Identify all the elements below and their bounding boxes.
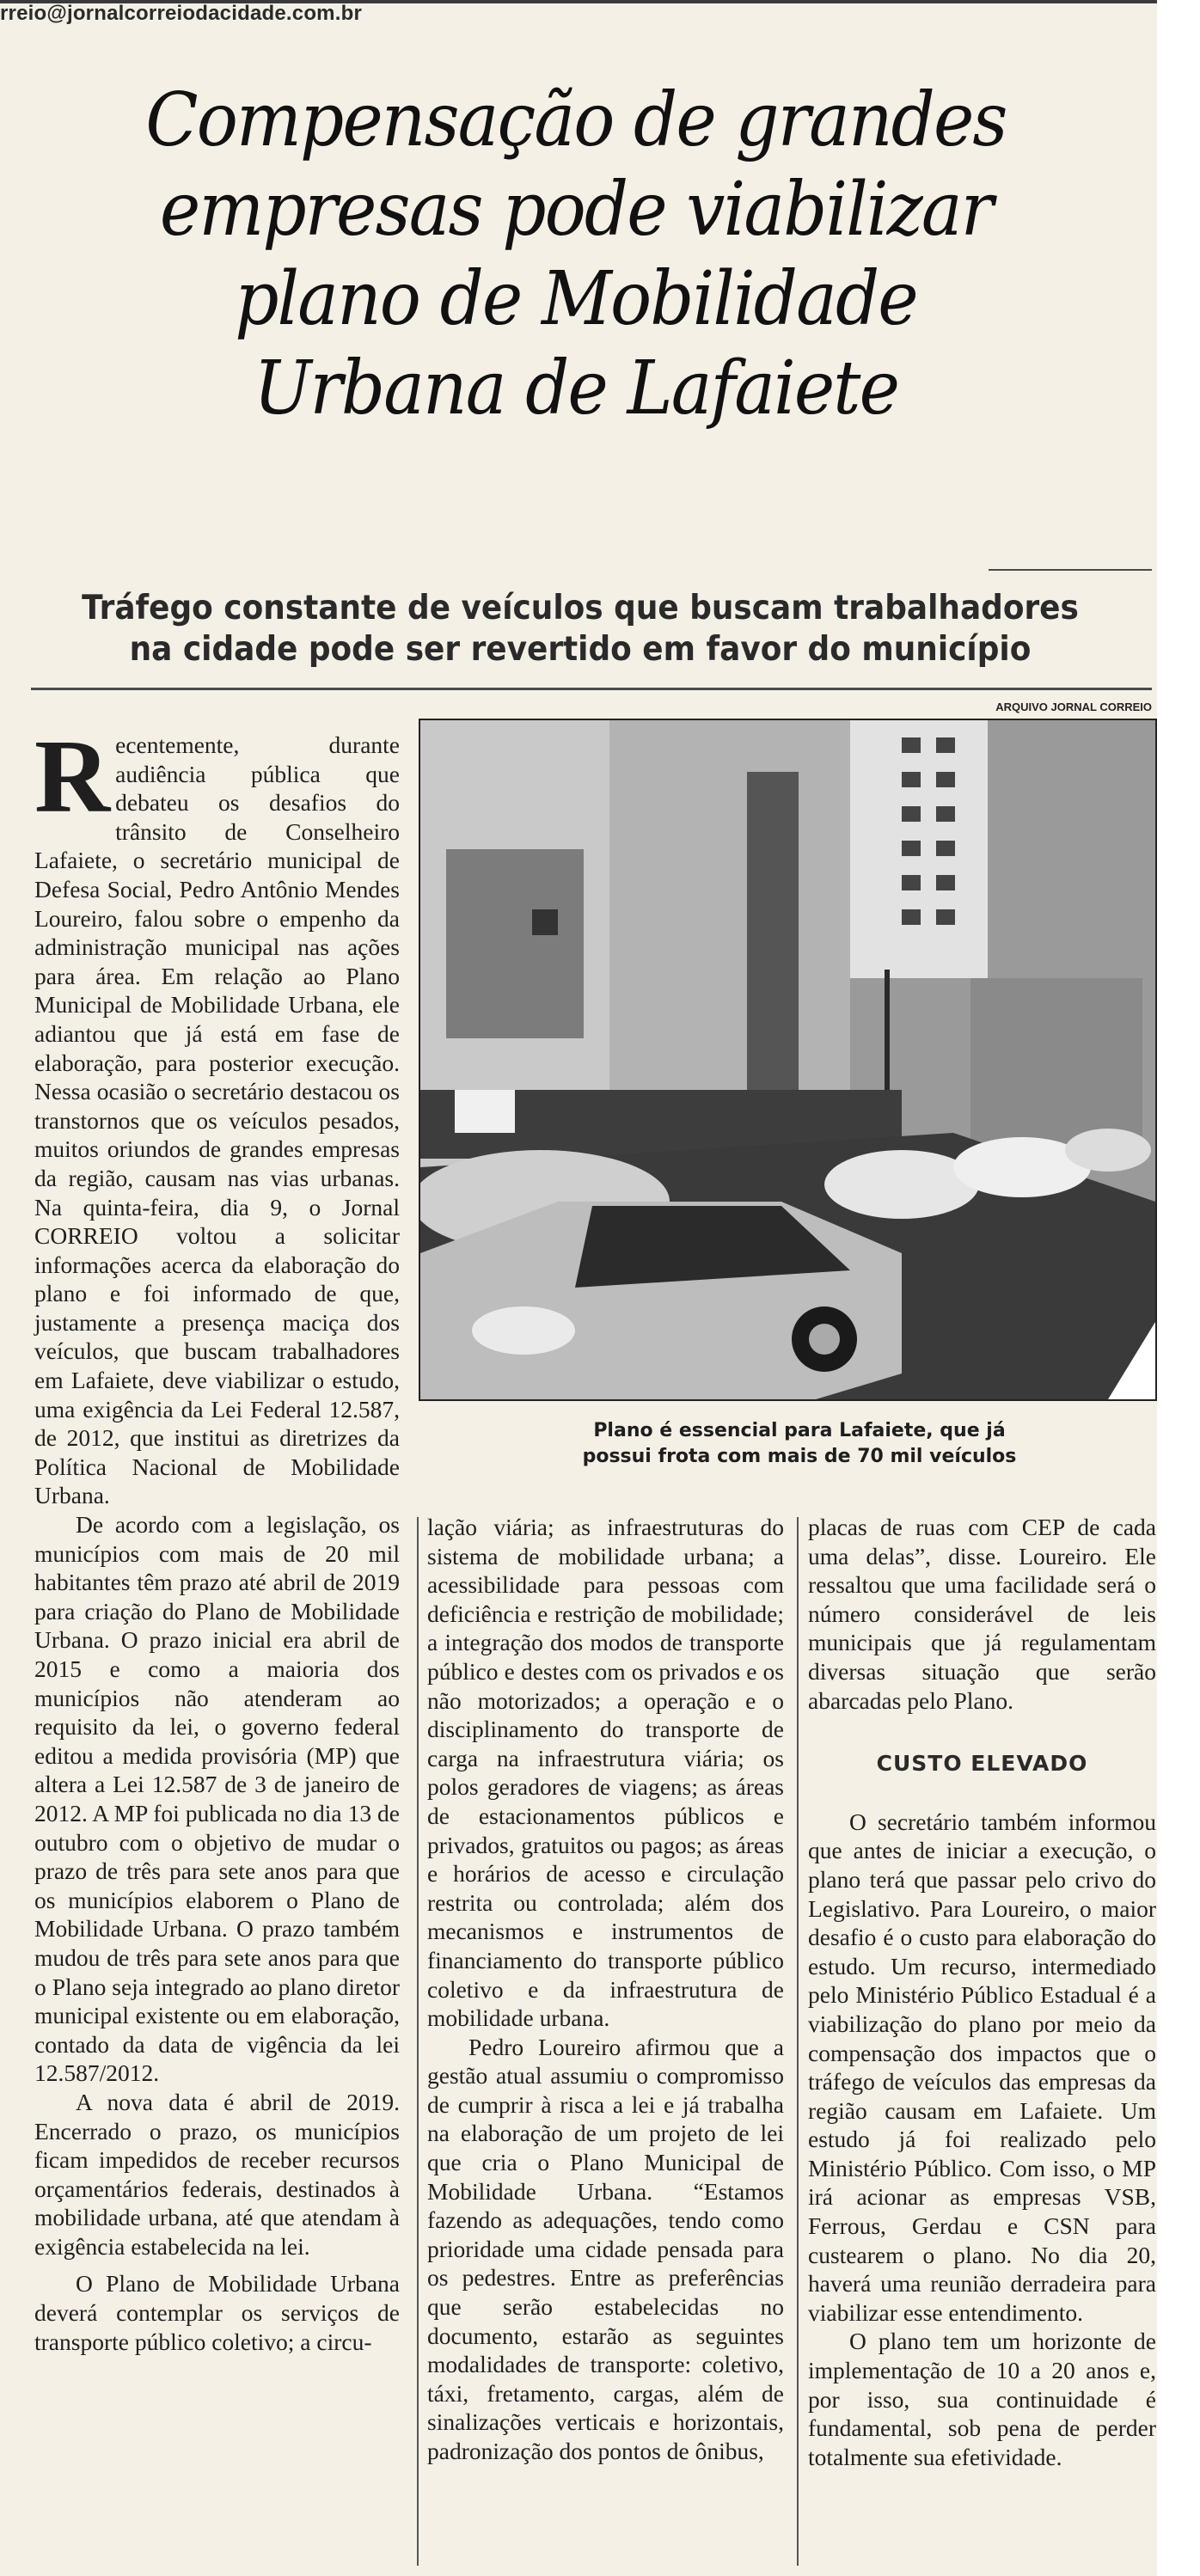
deck-top-rule xyxy=(989,569,1152,571)
paragraph: De acordo com a legislação, os municípios com mais de 20 mil habitantes têm prazo até abril de 2019 para criação do Plano de Mobilidade Urbana. O prazo inicial era abril de 2015 e como a maioria dos municípios não atenderam ao requisito da lei, o governo federal editou a medida provisória (MP) que altera a Lei 12.587 de 3 de janeiro de 2012. A MP foi publicada no dia 13 de outubro com o objetivo de mudar o prazo de três para sete anos para que os municípios elaborem o Plano de Mobilidade Urbana. O prazo também mudou de três para sete anos para que o Plano seja integrado ao plano diretor municipal existente ou em elaboração, contado da data de vigência da lei 12.587/2012. xyxy=(34,1511,400,2087)
headline-line: plano de Mobilidade xyxy=(235,255,917,342)
subheadline-line: na cidade pode ser revertido em favor do município xyxy=(129,630,1032,670)
paragraph: lação viária; as infraestruturas do sistema de mobilidade urbana; a acessibilidade para pessoas com deficiência e restrição de mobilidade; a integração dos modos de transporte público e destes com os privados e os não motorizados; a operação e o disciplinamento do transporte de carga na infraestrutura viária; os polos geradores de viagens; as áreas de estacionamentos públicos e privados, gratuitos ou pagos; as áreas e horários de acesso e circulação restrita ou controlada; além dos mecanismos e instrumentos de financiamento do transporte público coletivo e da infraestrutura de mobilidade urbana. xyxy=(427,1514,784,2032)
paragraph: O secretário também informou que antes de iniciar a execução, o plano terá que passar pelo crivo do Legislativo. Para Loureiro, o maior desafio é o custo para elaboração do estudo. Um recurso, intermediado pelo Ministério Público Estadual é a viabilização do plano por meio da compensação dos impactos que o tráfego de veículos das empresas da região causam em Lafaiete. Um estudo já foi realizado pelo Ministério Público. Com isso, o MP irá acionar as empresas VSB, Ferrous, Gerdau e CSN para custearem o plano. No dia 20, haverá uma reunião derradeira para viabilizar esse entendimento. xyxy=(808,1808,1156,2326)
contact-email: rreio@jornalcorreiodacidade.com.br xyxy=(0,2,362,25)
article-column-2 xyxy=(427,1513,784,2466)
drop-cap: R xyxy=(34,719,111,835)
deck-bottom-rule xyxy=(31,688,1152,690)
paragraph: O plano tem um horizonte de implementação de 10 a 20 anos e, por isso, sua continuidade é fundamental, sob pena de perder totalmente sua efetividade. xyxy=(808,2328,1156,2470)
article-photo xyxy=(419,719,1157,1401)
caption-line: possui frota com mais de 70 mil veículos xyxy=(582,1446,1017,1467)
headline xyxy=(48,76,1104,433)
column-divider xyxy=(797,1517,799,2566)
caption-line: Plano é essencial para Lafaiete, que já xyxy=(593,1420,1006,1441)
section-subheading: CUSTO ELEVADO xyxy=(876,1751,1088,1777)
headline-line: Compensação de grandes xyxy=(145,76,1007,163)
photo-caption xyxy=(481,1418,1117,1470)
paragraph: placas de ruas com CEP de cada uma delas”, disse. Loureiro. Ele ressaltou que uma facilidade será o número considerável de leis municipais que já regulamentam diversas situação que serão abarcadas pelo Plano. xyxy=(808,1514,1156,1714)
article-column-3 xyxy=(808,1513,1156,2471)
photo-credit: ARQUIVO JORNAL CORREIO xyxy=(995,701,1152,713)
column-divider xyxy=(417,1517,419,2566)
subheadline-line: Tráfego constante de veículos que buscam trabalhadores xyxy=(82,589,1079,628)
paragraph: O Plano de Mobilidade Urbana deverá contemplar os serviços de transporte público coletivo; a circu- xyxy=(34,2270,400,2355)
headline-line: Urbana de Lafaiete xyxy=(253,345,899,431)
paragraph: Recentemente, durante audiência pública que debateu os desafios do trânsito de Conselheiro Lafaiete, o secretário municipal de Defesa Social, Pedro Antônio Mendes Loureiro, falou sobre o empenho da administração municipal nas ações para área. Em relação ao Plano Municipal de Mobilidade Urbana, ele adiantou que já está em fase de elaboração, para posterior execução. Nessa ocasião o secretário destacou os transtornos que os veículos pesados, muitos oriundos de grandes empresas da região, causam nas vias urbanas. Na quinta-feira, dia 9, o Jornal CORREIO voltou a solicitar informações acerca da elaboração do plano e foi informado de que, justamente a presença maciça dos veículos, que buscam trabalhadores em Lafaiete, deve viabilizar o estudo, uma exigência da Lei Federal 12.587, de 2012, que institui as diretrizes da Política Nacional de Mobilidade Urbana. xyxy=(34,719,400,1509)
paragraph: Pedro Loureiro afirmou que a gestão atual assumiu o compromisso de cumprir à risca a lei e já trabalha na elaboração de um projeto de lei que cria o Plano Municipal de Mobilidade Urbana. “Estamos fazendo as adequações, tendo como prioridade uma cidade pensada para os pedestres. Entre as preferências que serão estabelecidas no documento, estarão as seguintes modalidades de transporte: coletivo, táxi, fretamento, cargas, além de sinalizações verticais e horizontais, padronização dos pontos de ônibus, xyxy=(427,2033,784,2464)
article-column-1 xyxy=(34,719,400,2356)
subheadline xyxy=(70,588,1091,670)
street-traffic-image xyxy=(420,720,1155,1399)
headline-line: empresas pode viabilizar xyxy=(159,166,993,253)
paragraph: A nova data é abril de 2019. Encerrado o prazo, os municípios ficam impedidos de receber recursos orçamentários federais, destinados à mobilidade urbana, até que atendam à exigência estabelecida na lei. xyxy=(34,2088,400,2260)
